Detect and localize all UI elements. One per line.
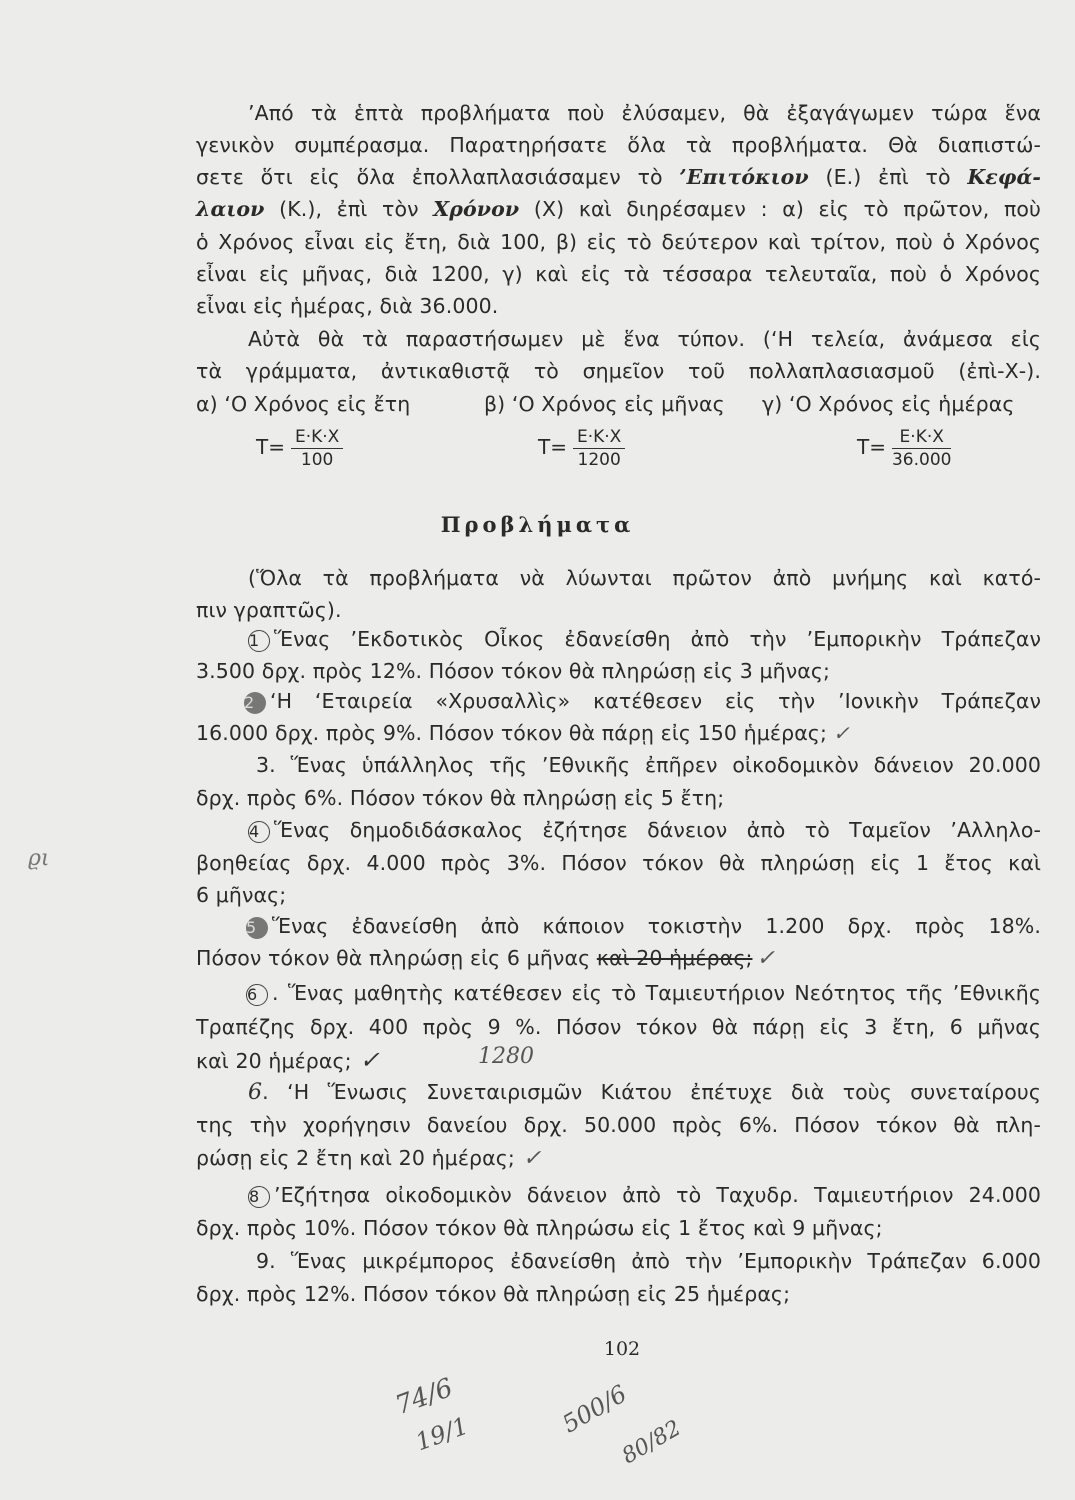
- denominator: 36.000: [891, 450, 952, 470]
- term-epitokion: ’Επιτόκιον: [679, 165, 809, 189]
- problem-3-line-2: δρχ. πρὸς 6%. Πόσον τόκον θὰ πληρώσῃ εἰς 5 ἔτη;: [196, 786, 725, 810]
- problem-6-text-3: καὶ 20 ἡμέρας;: [196, 1049, 352, 1073]
- problem-7-line-3: [196, 1143, 1041, 1174]
- intro-line-3a: σετε ὅτι εἰς ὅλα ἐπολλαπλασιάσαμεν τὸ: [196, 165, 680, 189]
- note-line-2: πιν γραπτῶς).: [196, 598, 342, 622]
- formula-lhs: T=: [256, 435, 285, 459]
- problem-5-text: Ἕνας ἐδανείσθη ἀπὸ κάποιον τοκιστὴν 1.200 δρχ. πρὸς 18%.: [272, 914, 1041, 938]
- problem-1-number: 1: [248, 630, 270, 652]
- check-mark-icon: ✓: [832, 721, 850, 745]
- problem-4-line-3: 6 μῆνας;: [196, 883, 287, 907]
- handwritten-fraction-3: 500/6: [557, 1379, 632, 1439]
- problem-8-line-1: [248, 1180, 1041, 1210]
- check-mark-icon: ✓: [756, 946, 776, 971]
- numerator: E·K·X: [573, 426, 625, 449]
- handwritten-fraction-2: 19/1: [411, 1411, 473, 1457]
- formula-lhs: T=: [857, 435, 886, 459]
- page-number: 102: [603, 1338, 641, 1360]
- numerator: E·K·X: [291, 426, 343, 449]
- formula-years: [256, 426, 343, 471]
- intro-line-4b: (Κ.), ἐπὶ τὸν: [264, 197, 434, 221]
- problem-5-line-1: [246, 911, 1041, 941]
- margin-mark: ϱι: [28, 846, 50, 871]
- section-heading: Προβλήματα: [440, 512, 635, 537]
- handwritten-fraction-4: 80/82: [617, 1415, 686, 1470]
- fraction-months: [573, 426, 625, 471]
- problem-5-number: 5: [246, 917, 268, 939]
- term-xronon: Χρόνον: [433, 197, 520, 221]
- problem-2-line-2: [196, 718, 1041, 748]
- fraction-days: [892, 426, 951, 471]
- cases-line: [196, 389, 1041, 419]
- intro-line-3c: (Ε.) ἐπὶ τὸ: [808, 165, 968, 189]
- intro-line-8: Αὐτὰ θὰ τὰ παραστήσωμεν μὲ ἕνα τύπον. (‘Η τελεία, ἀνάμεσα εἰς: [248, 327, 1041, 351]
- intro-line-6: εἶναι εἰς μῆνας, διὰ 1200, γ) καὶ εἰς τὰ τέσσαρα τελευταῖα, ποὺ ὁ Χρόνος: [196, 262, 1041, 286]
- problem-6-line-2: Τραπέζης δρχ. 400 πρὸς 9 %. Πόσον τόκον θὰ πάρῃ εἰς 3 ἔτη, 6 μῆνας: [196, 1015, 1041, 1039]
- problem-5-text-2: Πόσον τόκον θὰ πληρώσῃ εἰς 6 μῆνας: [196, 946, 597, 970]
- formula-months: [538, 426, 625, 471]
- handwritten-fraction-1: 74/6: [391, 1372, 457, 1422]
- case-b: β) ‘Ο Χρόνος εἰς μῆνας: [484, 392, 725, 416]
- problem-4-line-2: βοηθείας δρχ. 4.000 πρὸς 3%. Πόσον τόκον θὰ πληρώσῃ εἰς 1 ἔτος καὶ: [196, 851, 1041, 875]
- problem-5-line-2: [196, 943, 1041, 974]
- problem-2-line-1: [244, 686, 1041, 716]
- denominator: 100: [300, 450, 334, 470]
- problem-2-text-2: 16.000 δρχ. πρὸς 9%. Πόσον τόκον θὰ πάρῃ εἰς 150 ἡμέρας;: [196, 721, 827, 745]
- problem-4-line-1: [248, 815, 1041, 845]
- problem-8-line-2: δρχ. πρὸς 10%. Πόσον τόκον θὰ πληρώσω εἰς 1 ἔτος καὶ 9 μῆνας;: [196, 1216, 883, 1240]
- intro-line-3: [196, 162, 1041, 192]
- problem-5-struck-text: καὶ 20 ἡμέρας;: [596, 946, 753, 970]
- numerator: E·K·X: [892, 426, 951, 449]
- problem-2-text: ‘Η ‘Εταιρεία «Χρυσαλλὶς» κατέθεσεν εἰς τὴν ’Ιονικὴν Τράπεζαν: [270, 689, 1041, 713]
- problem-6-text: . Ἕνας μαθητὴς κατέθεσεν εἰς τὸ Ταμιευτήριον Νεότητος τῆς ’Εθνικῆς: [272, 981, 1041, 1005]
- intro-line-7: εἶναι εἰς ἡμέρας, διὰ 36.000.: [196, 294, 499, 318]
- term-kefalaion-end: λαιον: [196, 197, 265, 221]
- problem-1-line-2: 3.500 δρχ. πρὸς 12%. Πόσον τόκον θὰ πληρώσῃ εἰς 3 μῆνας;: [196, 659, 830, 683]
- formula-lhs: T=: [538, 435, 567, 459]
- check-mark-icon: ✓: [522, 1146, 542, 1171]
- problem-7-line-2: της τὴν χορήγησιν δανείου δρχ. 50.000 πρὸς 6%. Πόσον τόκον θὰ πλη-: [196, 1113, 1041, 1137]
- problem-7-line-1: [248, 1077, 1041, 1108]
- problem-2-number: 2: [244, 692, 266, 714]
- intro-line-4d: (Χ) καὶ διηρέσαμεν : α) εἰς τὸ πρῶτον, ποὺ: [519, 197, 1042, 221]
- note-line-1: (Ὅλα τὰ προβλήματα νὰ λύωνται πρῶτον ἀπὸ μνήμης καὶ κατό-: [248, 566, 1041, 590]
- case-c: γ) ‘Ο Χρόνος εἰς ἡμέρας: [762, 392, 1015, 416]
- problem-1-line-1: [248, 624, 1041, 654]
- intro-line-5: ὁ Χρόνος εἶναι εἰς ἔτη, διὰ 100, β) εἰς τὸ δεύτερον καὶ τρίτον, ποὺ ὁ Χρόνος: [196, 230, 1041, 254]
- problem-1-text: Ἕνας ’Εκδοτικὸς Οἶκος ἐδανείσθη ἀπὸ τὴν ’Εμπορικὴν Τράπεζαν: [274, 627, 1041, 651]
- intro-line-4: [196, 194, 1041, 224]
- problem-7-number: 6: [248, 1080, 263, 1105]
- problem-7-text-3: ρώσῃ εἰς 2 ἔτη καὶ 20 ἡμέρας;: [196, 1146, 515, 1170]
- problem-4-text: Ἕνας δημοδιδάσκαλος ἐζήτησε δάνειον ἀπὸ τὸ Ταμεῖον ’Αλληλο-: [274, 818, 1041, 842]
- problem-6-line-1: [246, 978, 1041, 1008]
- problem-3-line-1: 3. Ἕνας ὑπάλληλος τῆς ’Εθνικῆς ἐπῆρεν οἰκοδομικὸν δάνειον 20.000: [256, 753, 1041, 777]
- term-kefalaion: Κεφά-: [967, 165, 1041, 189]
- fraction-years: [291, 426, 343, 471]
- case-a: α) ‘Ο Χρόνος εἰς ἔτη: [196, 392, 411, 416]
- problem-8-text: ’Εζήτησα οἰκοδομικὸν δάνειον ἀπὸ τὸ Ταχυδρ. Ταμιευτήριον 24.000: [274, 1183, 1041, 1207]
- denominator: 1200: [577, 450, 621, 470]
- problem-9-line-1: 9. Ἕνας μικρέμπορος ἐδανείσθη ἀπὸ τὴν ’Εμπορικὴν Τράπεζαν 6.000: [256, 1249, 1041, 1273]
- handwritten-1280: 1280: [478, 1044, 534, 1069]
- problem-9-line-2: δρχ. πρὸς 12%. Πόσον τόκον θὰ πληρώσῃ εἰς 25 ἡμέρας;: [196, 1282, 791, 1306]
- intro-line-1: ’Από τὰ ἑπτὰ προβλήματα ποὺ ἐλύσαμεν, θὰ ἐξαγάγωμεν τώρα ἕνα: [248, 101, 1041, 125]
- intro-line-2: γενικὸν συμπέρασμα. Παρατηρήσατε ὅλα τὰ προβλήματα. Θὰ διαπιστώ-: [196, 133, 1041, 157]
- intro-line-9: τὰ γράμματα, ἀντικαθιστᾷ τὸ σημεῖον τοῦ πολλαπλασιασμοῦ (ἐπὶ-Χ-).: [196, 359, 1041, 383]
- problem-8-number: 8: [248, 1186, 270, 1208]
- formula-days: [857, 426, 951, 471]
- problem-6-number: 6: [246, 984, 268, 1006]
- problem-7-text: . ‘Η Ἕνωσις Συνεταιρισμῶν Κιάτου ἐπέτυχε διὰ τοὺς συνεταίρους: [262, 1080, 1041, 1104]
- check-mark-icon: ✓: [359, 1046, 380, 1074]
- problem-4-number: 4: [248, 821, 270, 843]
- problem-6-line-3: [196, 1045, 1041, 1076]
